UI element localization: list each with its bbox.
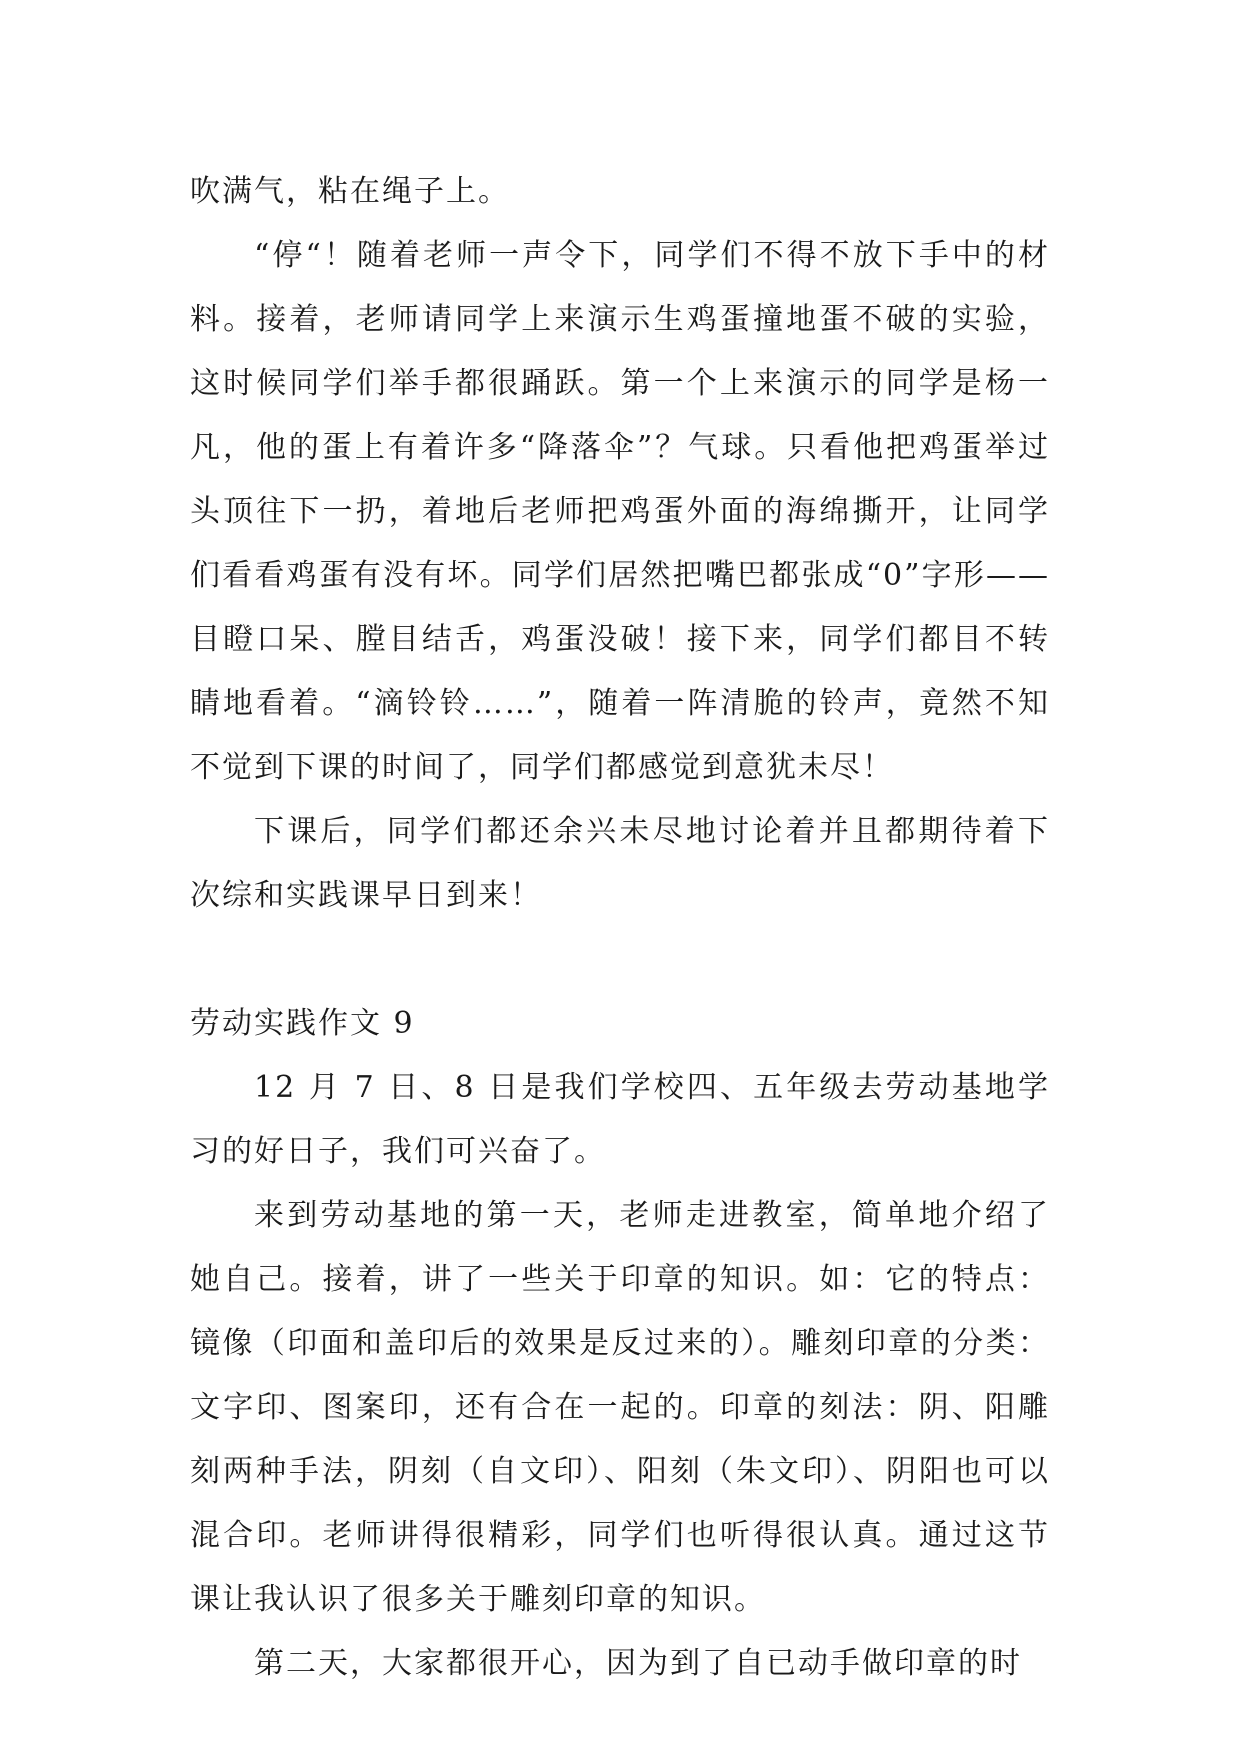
paragraph-3: 下课后，同学们都还余兴未尽地讨论着并且都期待着下次综和实践课早日到来！ bbox=[190, 814, 1050, 913]
paragraph-1: 吹满气，粘在绳子上。 bbox=[190, 174, 510, 209]
paragraph-5: 来到劳动基地的第一天，老师走进教室，简单地介绍了她自己。接着，讲了一些关于印章的知识。如：它的特点：镜像（印面和盖印后的效果是反过来的）。雕刻印章的分类：文字印、图案印，还有合在一起的。印章的刻法：阴、阳雕刻两种手法，阴刻（自文印）、阳刻（朱文印）、阴阳也可以混合印。老师讲得很精彩，同学们也听得很认真。通过这节课让我认识了很多关于雕刻印章的知识。 bbox=[190, 1198, 1050, 1617]
section-title: 劳动实践作文 9 bbox=[190, 1006, 415, 1041]
paragraph-6: 第二天，大家都很开心，因为到了自已动手做印章的时 bbox=[254, 1646, 1022, 1681]
paragraph-2: “停“！随着老师一声令下，同学们不得不放下手中的材料。接着，老师请同学上来演示生鸡蛋撞地蛋不破的实验，这时候同学们举手都很踊跃。第一个上来演示的同学是杨一凡，他的蛋上有着许多“降落伞”？气球。只看他把鸡蛋举过头顶往下一扔，着地后老师把鸡蛋外面的海绵撕开，让同学们看看鸡蛋有没有坏。同学们居然把嘴巴都张成“0”字形——目瞪口呆、膛目结舌，鸡蛋没破！接下来，同学们都目不转睛地看着。“滴铃铃……”，随着一阵清脆的铃声，竟然不知不觉到下课的时间了，同学们都感觉到意犹未尽！ bbox=[190, 238, 1050, 785]
document-body bbox=[190, 160, 1050, 1696]
paragraph-4: 12 月 7 日、8 日是我们学校四、五年级去劳动基地学习的好日子，我们可兴奋了。 bbox=[190, 1070, 1050, 1169]
